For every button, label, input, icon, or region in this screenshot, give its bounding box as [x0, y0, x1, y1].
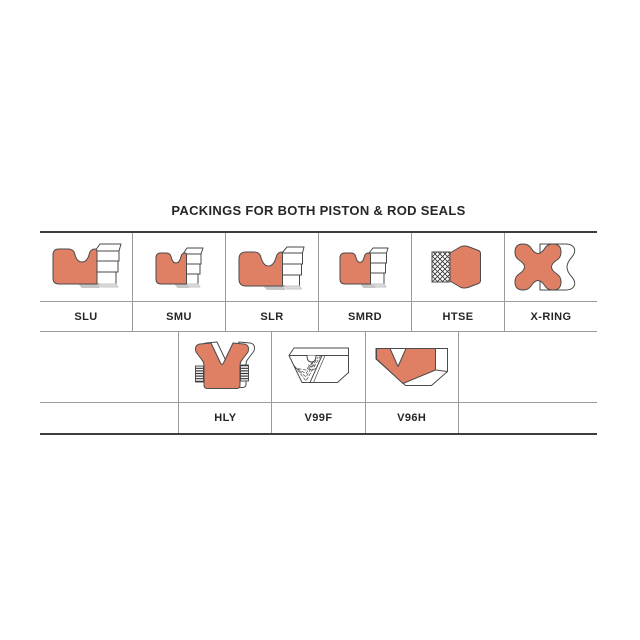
empty-image-area [459, 332, 597, 403]
seal-cell-v99f [272, 332, 365, 433]
slr-seal-icon [226, 233, 318, 302]
seal-label: SMU [166, 310, 192, 323]
seal-label: SLU [74, 310, 98, 323]
seal-label-area [272, 403, 364, 433]
seal-cell-slu [40, 233, 133, 331]
slu-seal-icon [40, 233, 132, 302]
seal-cell-v96h [366, 332, 459, 433]
page-title: PACKINGS FOR BOTH PISTON & ROD SEALS [171, 203, 466, 218]
smrd-seal-icon [319, 233, 411, 302]
seal-label-area [366, 403, 458, 433]
seal-label-area [40, 302, 132, 331]
seal-cell-hly [179, 332, 272, 433]
htse-seal-icon [412, 233, 504, 302]
seal-label: SLR [260, 310, 284, 323]
seal-label: V99F [304, 412, 333, 424]
seal-label-area [133, 302, 225, 331]
seal-label-area [40, 403, 178, 433]
seal-cell-smrd [319, 233, 412, 331]
seals-row-1 [40, 233, 597, 332]
seal-label-area [319, 302, 411, 331]
empty-cell [40, 332, 179, 433]
seal-cell-x-ring [505, 233, 597, 331]
seals-table [40, 231, 597, 435]
seal-cell-slr [226, 233, 319, 331]
empty-image-area [40, 332, 178, 403]
seal-label: HLY [214, 412, 237, 424]
seal-label-area [505, 302, 597, 331]
seal-label-area [226, 302, 318, 331]
seal-cell-htse [412, 233, 505, 331]
seal-label-area [179, 403, 271, 433]
empty-cell [459, 332, 597, 433]
seal-label: V96H [397, 412, 427, 424]
v96h-seal-icon [366, 332, 458, 403]
hly-seal-icon [179, 332, 271, 403]
seal-label-area [459, 403, 597, 433]
seal-label: HTSE [442, 310, 474, 323]
seal-label: SMRD [348, 310, 382, 323]
seal-cell-smu [133, 233, 226, 331]
smu-seal-icon [133, 233, 225, 302]
v99f-seal-icon [272, 332, 364, 403]
seal-label: X-RING [530, 310, 572, 323]
x-ring-seal-icon [505, 233, 597, 302]
seals-row-2 [40, 332, 597, 433]
seal-label-area [412, 302, 504, 331]
